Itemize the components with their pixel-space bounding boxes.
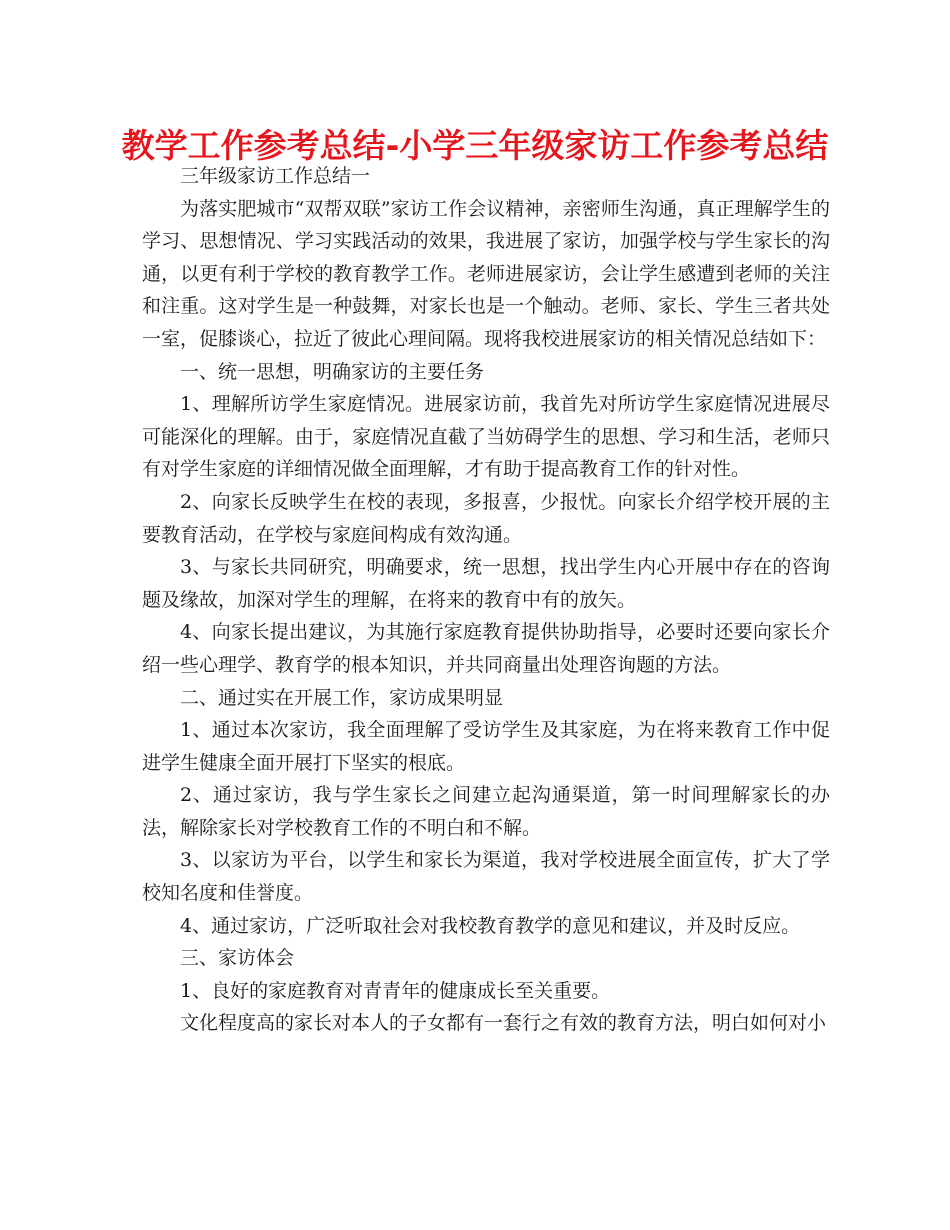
paragraph-1-2: 2、向家长反映学生在校的表现，多报喜，少报忧。向家长介绍学校开展的主要教育活动，在学校与家庭间构成有效沟通。 <box>142 490 830 546</box>
paragraph-2-1: 1、通过本次家访，我全面理解了受访学生及其家庭，为在将来教育工作中促进学生健康全面开展打下坚实的根底。 <box>142 719 830 774</box>
section-subtitle: 三年级家访工作总结一 <box>180 165 371 187</box>
section-heading-1: 一、统一思想，明确家访的主要任务 <box>180 360 485 383</box>
paragraph-2-2: 2、通过家访，我与学生家长之间建立起沟通渠道，第一时间理解家长的办法，解除家长对学校教育工作的不明白和不解。 <box>142 784 830 839</box>
paragraph-2-4: 4、通过家访，广泛听取社会对我校教育教学的意见和建议，并及时反应。 <box>180 914 801 937</box>
paragraph-1-3: 3、与家长共同研究，明确要求，统一思想，找出学生内心开展中存在的咨询题及缘故，加深对学生的理解，在将来的教育中有的放矢。 <box>142 556 830 611</box>
document-body <box>142 160 830 1040</box>
section-heading-3: 三、家访体会 <box>180 947 295 970</box>
paragraph-1-1: 1、理解所访学生家庭情况。进展家访前，我首先对所访学生家庭情况进展尽可能深化的理解。由于，家庭情况直截了当妨碍学生的思想、学习和生活，老师只有对学生家庭的详细情况做全面理解，才有助于提高教育工作的针对性。 <box>142 393 830 481</box>
section-heading-2: 二、通过实在开展工作，家访成果明显 <box>180 686 504 709</box>
paragraph-1-4: 4、向家长提出建议，为其施行家庭教育提供协助指导，必要时还要向家长介绍一些心理学、教育学的根本知识，并共同商量出处理咨询题的方法。 <box>142 621 830 676</box>
paragraph-3-2: 文化程度高的家长对本人的子女都有一套行之有效的教育方法，明白如何对小 <box>180 1012 827 1035</box>
document-title: 教学工作参考总结-小学三年级家访工作参考总结 <box>121 126 829 165</box>
paragraph-2-3: 3、以家访为平台，以学生和家长为渠道，我对学校进展全面宣传，扩大了学校知名度和佳誉度。 <box>142 849 830 905</box>
paragraph-intro: 为落实肥城市“双帮双联”家访工作会议精神，亲密师生沟通，真正理解学生的学习、思想情况、学习实践活动的效果，我进展了家访，加强学校与学生家长的沟通，以更有利于学校的教育教学工作。老师进展家访，会让学生感遭到老师的关注和注重。这对学生是一种鼓舞，对家长也是一个触动。老师、家长、学生三者共处一室，促膝谈心，拉近了彼此心理间隔。现将我校进展家访的相关情况总结如下： <box>142 197 830 350</box>
paragraph-3-1: 1、良好的家庭教育对青青年的健康成长至关重要。 <box>180 979 611 1002</box>
